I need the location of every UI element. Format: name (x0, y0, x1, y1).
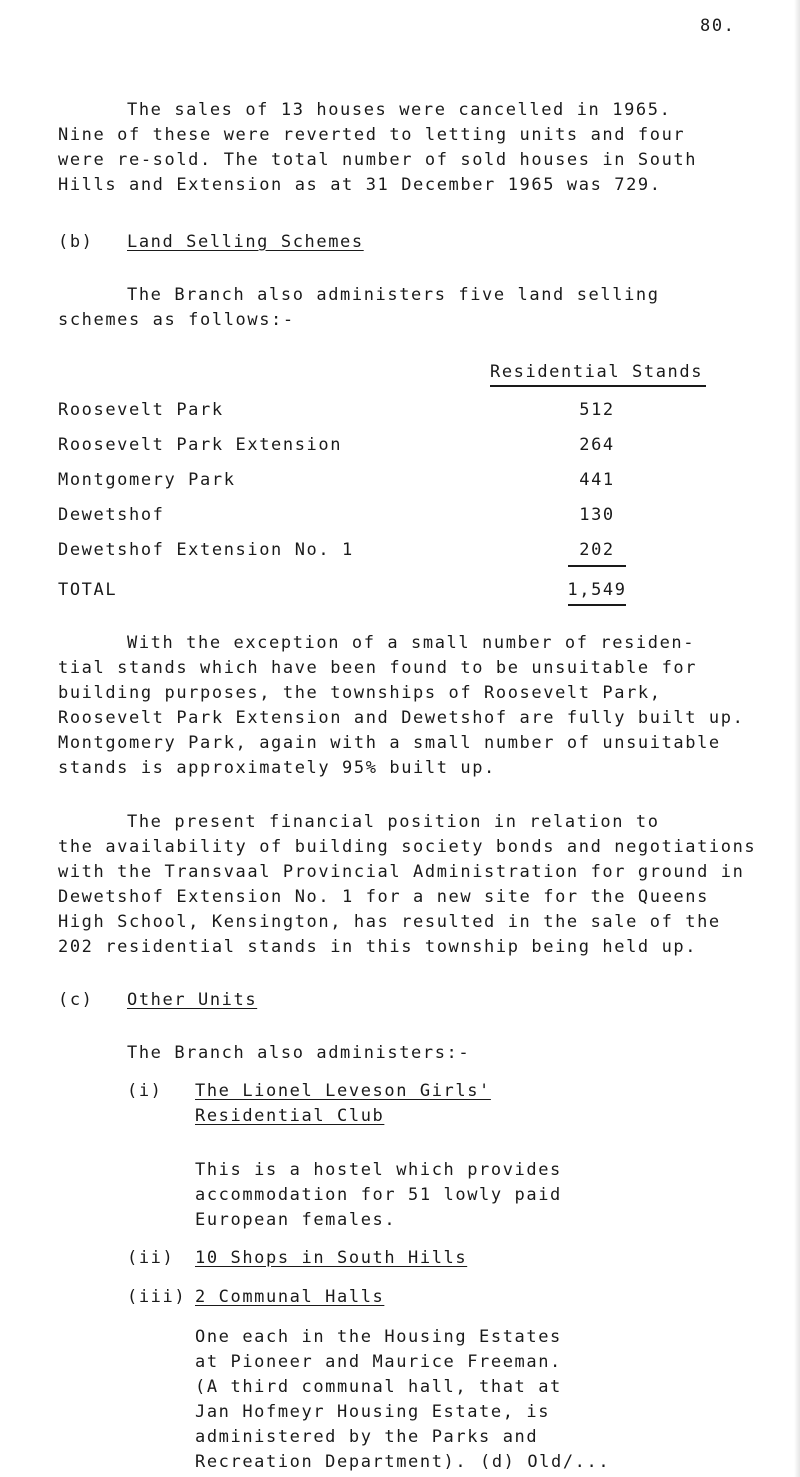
section-c-heading: Other Units (127, 990, 258, 1010)
text-line: building purposes, the townships of Roosevelt Park, (58, 683, 662, 703)
item-marker: (ii) (127, 1248, 175, 1268)
text-line: were re-sold. The total number of sold houses in South (58, 150, 698, 170)
row-name: Montgomery Park (58, 470, 236, 490)
item-marker: (i) (127, 1081, 163, 1101)
item-body-line: Recreation Department). (195, 1452, 468, 1472)
row-value: 441 (579, 470, 615, 490)
text-line: tial stands which have been found to be unsuitable for (58, 658, 698, 678)
text-line: The sales of 13 houses were cancelled in 1965. (127, 100, 672, 120)
total-value: 1,549 (567, 580, 627, 600)
text-line: stands is approximately 95% built up. (58, 758, 496, 778)
text-line: High School, Kensington, has resulted in the sale of the (58, 912, 721, 932)
item-body-line: at Pioneer and Maurice Freeman. (195, 1352, 562, 1372)
item-body-line: This is a hostel which provides (195, 1160, 562, 1180)
total-rule (568, 604, 626, 606)
item-marker: (iii) (127, 1287, 187, 1307)
text-line: The present financial position in relation to (127, 812, 660, 832)
continuation-note: (d) Old/... (480, 1452, 611, 1472)
page-edge-shadow (794, 0, 800, 1477)
text-line: the availability of building society bonds and negotiations (58, 837, 757, 857)
text-line: Nine of these were reverted to letting units and four (58, 125, 686, 145)
item-body-line: administered by the Parks and (195, 1427, 539, 1447)
text-line: with the Transvaal Provincial Administration for ground in (58, 862, 745, 882)
section-b-marker: (b) (58, 232, 94, 252)
item-title: 2 Communal Halls (195, 1287, 385, 1307)
text-line: Montgomery Park, again with a small number of unsuitable (58, 733, 721, 753)
text-line: 202 residential stands in this township being held up. (58, 937, 698, 957)
item-body-line: (A third communal hall, that at (195, 1377, 562, 1397)
text-line: The Branch also administers five land selling (127, 285, 660, 305)
row-value: 130 (579, 505, 615, 525)
item-body-line: European females. (195, 1210, 397, 1230)
text-line: Dewetshof Extension No. 1 for a new site for the Queens (58, 887, 709, 907)
section-b-heading: Land Selling Schemes (127, 232, 364, 252)
item-title: 10 Shops in South Hills (195, 1248, 468, 1268)
section-c-marker: (c) (58, 990, 94, 1010)
text-line: schemes as follows:- (58, 310, 295, 330)
text-line: The Branch also administers:- (127, 1043, 471, 1063)
item-title: The Lionel Leveson Girls' (195, 1081, 491, 1101)
text-line: Roosevelt Park Extension and Dewetshof are fully built up. (58, 708, 745, 728)
item-body-line: One each in the Housing Estates (195, 1327, 562, 1347)
row-name: Dewetshof (58, 505, 165, 525)
row-value: 202 (579, 540, 615, 560)
page-number: 80. (700, 16, 736, 36)
subtotal-rule (568, 565, 626, 567)
text-line: With the exception of a small number of residen- (127, 633, 696, 653)
row-name: Roosevelt Park (58, 400, 224, 420)
item-body-line: accommodation for 51 lowly paid (195, 1185, 562, 1205)
row-name: Roosevelt Park Extension (58, 435, 343, 455)
item-title: Residential Club (195, 1106, 385, 1126)
total-label: TOTAL (58, 580, 118, 600)
header-underline (490, 385, 706, 387)
row-value: 264 (579, 435, 615, 455)
row-value: 512 (579, 400, 615, 420)
column-header-residential-stands: Residential Stands (490, 362, 704, 382)
text-line: Hills and Extension as at 31 December 1965 was 729. (58, 175, 662, 195)
item-body-line: Jan Hofmeyr Housing Estate, is (195, 1402, 551, 1422)
row-name: Dewetshof Extension No. 1 (58, 540, 354, 560)
